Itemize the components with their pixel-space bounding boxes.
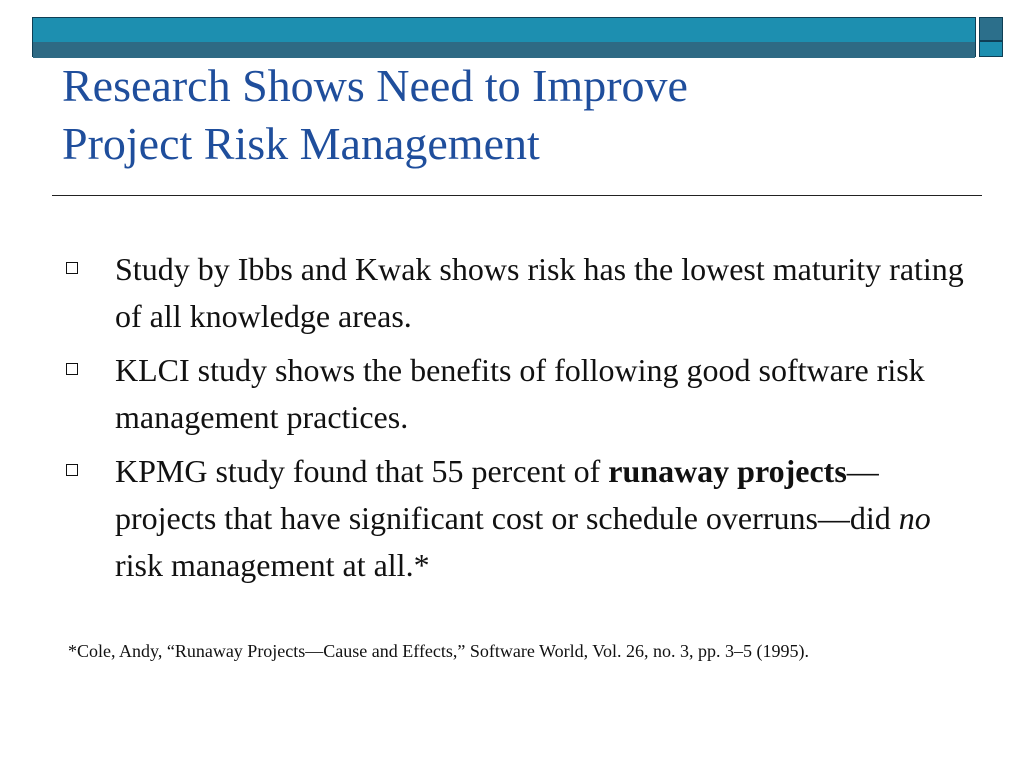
bullet-item-kpmg (60, 448, 980, 589)
bullet-text-prefix: KPMG study found that 55 percent of (115, 453, 609, 489)
header-bottom-band (33, 42, 975, 58)
slide-title (62, 57, 962, 173)
bullet-list (60, 246, 980, 596)
bullet-item-ibbs-kwak (60, 246, 980, 340)
hollow-square-icon (66, 262, 78, 274)
bullet-text-suffix: risk management at all.* (115, 547, 430, 583)
title-divider (52, 195, 982, 196)
header-corner-bottom-square (979, 41, 1003, 57)
bullet-text: KLCI study shows the benefits of following good software risk management practices. (115, 352, 925, 435)
header-decorative-bar (32, 17, 976, 57)
slide-title-line-1: Research Shows Need to Improve (62, 60, 688, 111)
bullet-strong-runaway-projects: runaway projects (608, 453, 847, 489)
bullet-item-klci (60, 347, 980, 441)
bullet-emphasis-no: no (898, 500, 931, 536)
header-corner-top-square (979, 17, 1003, 41)
header-top-band (33, 18, 975, 42)
header-corner-squares (979, 17, 1003, 57)
bullet-text: Study by Ibbs and Kwak shows risk has the lowest maturity rating of all knowledge areas. (115, 251, 964, 334)
citation-footnote: *Cole, Andy, “Runaway Projects—Cause and Effects,” Software World, Vol. 26, no. 3, pp. 3–5 (1995). (68, 641, 809, 661)
hollow-square-icon (66, 363, 78, 375)
hollow-square-icon (66, 464, 78, 476)
slide-title-line-2: Project Risk Management (62, 118, 540, 169)
bullet-text-middle: —projects that have significant cost or schedule overruns—did (115, 453, 899, 536)
